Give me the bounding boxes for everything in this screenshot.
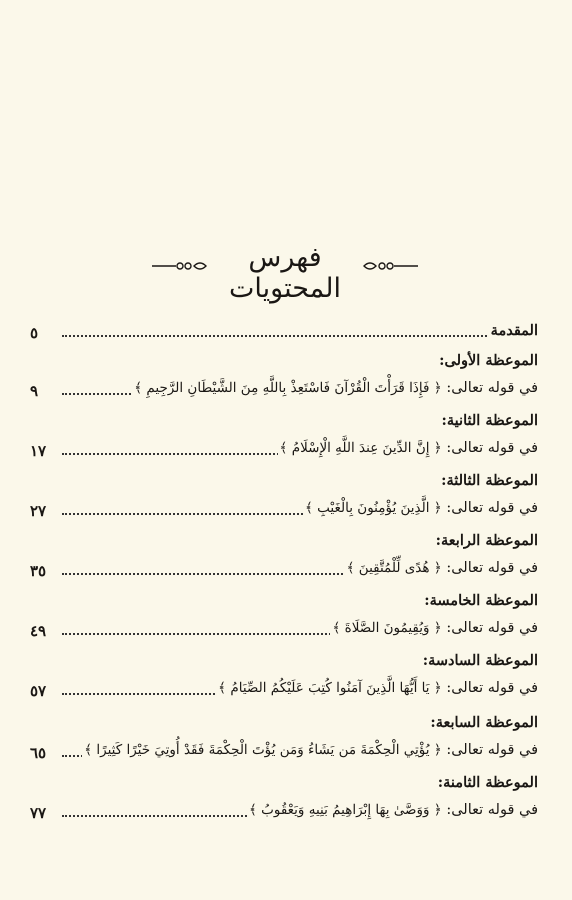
quote-prefix: في قوله تعالى: bbox=[446, 802, 538, 818]
quote-prefix: في قوله تعالى: bbox=[446, 620, 538, 636]
page-number: ٦٥ bbox=[30, 744, 47, 762]
toc-entry[interactable] bbox=[30, 376, 540, 404]
entry-quote bbox=[247, 802, 538, 818]
page-number: ٣٥ bbox=[30, 562, 47, 580]
page-number: ٥٧ bbox=[30, 682, 47, 700]
verse-text: ﴿ وَيُقِيمُونَ الصَّلَاةَ ﴾ bbox=[332, 620, 442, 636]
verse-text: ﴿ الَّذِينَ يُؤْمِنُونَ بِالْغَيْبِ ﴾ bbox=[304, 500, 442, 516]
entry-quote bbox=[303, 500, 538, 516]
entry-label: الموعظة الثالثة: bbox=[441, 472, 538, 489]
sermon-heading bbox=[30, 528, 540, 556]
verse-text: ﴿ إِنَّ الدِّينَ عِندَ اللَّهِ الْإِسْلَامُ ﴾ bbox=[279, 440, 442, 456]
sermon-heading bbox=[30, 770, 540, 798]
sermon-heading bbox=[30, 588, 540, 616]
quote-prefix: في قوله تعالى: bbox=[446, 680, 538, 696]
toc-entry[interactable] bbox=[30, 496, 540, 524]
sermon-heading bbox=[30, 468, 540, 496]
leader-dots bbox=[62, 335, 538, 337]
entry-quote bbox=[82, 742, 538, 758]
toc-entry[interactable] bbox=[30, 798, 540, 826]
entry-label: الموعظة الرابعة: bbox=[435, 532, 538, 549]
page-number: ٤٩ bbox=[30, 622, 47, 640]
entry-label: الموعظة الثامنة: bbox=[437, 774, 538, 791]
entry-label: الموعظة السابعة: bbox=[430, 714, 538, 731]
entry-quote bbox=[278, 440, 538, 456]
toc-entry-intro[interactable] bbox=[30, 318, 540, 346]
entry-label: الموعظة الأولى: bbox=[439, 352, 538, 369]
quote-prefix: في قوله تعالى: bbox=[446, 560, 538, 576]
page-number: ٩ bbox=[30, 382, 39, 400]
sermon-heading bbox=[30, 408, 540, 436]
page-number: ٧٧ bbox=[30, 804, 47, 822]
toc-entry[interactable] bbox=[30, 436, 540, 464]
entry-quote bbox=[330, 620, 538, 636]
verse-text: ﴿ يُؤْتِي الْحِكْمَةَ مَن يَشَاءُ وَمَن يُؤْتَ الْحِكْمَةَ فَقَدْ أُوتِيَ خَيْرًا كَثِيرًا ﴾ bbox=[84, 742, 442, 758]
entry-label: الموعظة السادسة: bbox=[422, 652, 538, 669]
verse-text: ﴿ يَا أَيُّهَا الَّذِينَ آمَنُوا كُتِبَ عَلَيْكُمُ الصِّيَامُ ﴾ bbox=[218, 680, 442, 696]
title-block bbox=[150, 238, 420, 304]
quote-prefix: في قوله تعالى: bbox=[446, 440, 538, 456]
entry-quote bbox=[132, 380, 538, 396]
ornament-right-icon bbox=[362, 258, 420, 274]
quote-prefix: في قوله تعالى: bbox=[446, 742, 538, 758]
toc-entry[interactable] bbox=[30, 738, 540, 766]
page-number: ١٧ bbox=[30, 442, 47, 460]
quote-prefix: في قوله تعالى: bbox=[446, 380, 538, 396]
entry-quote bbox=[216, 680, 538, 696]
verse-text: ﴿ هُدًى لِّلْمُتَّقِينَ ﴾ bbox=[346, 560, 442, 576]
toc-entry[interactable] bbox=[30, 556, 540, 584]
entry-quote bbox=[345, 560, 538, 576]
entry-label: الموعظة الخامسة: bbox=[424, 592, 538, 609]
quote-prefix: في قوله تعالى: bbox=[446, 500, 538, 516]
page-number: ٢٧ bbox=[30, 502, 47, 520]
ornament-left-icon bbox=[150, 258, 208, 274]
sermon-heading bbox=[30, 710, 540, 738]
toc-entry[interactable] bbox=[30, 676, 540, 704]
verse-text: ﴿ فَإِذَا قَرَأْتَ الْقُرْآنَ فَاسْتَعِذْ بِاللَّهِ مِنَ الشَّيْطَانِ الرَّجِيمِ ﴾ bbox=[134, 380, 442, 396]
sermon-heading bbox=[30, 348, 540, 376]
toc-entry[interactable] bbox=[30, 616, 540, 644]
page-title: فهرس المحتويات bbox=[228, 242, 342, 304]
verse-text: ﴿ وَوَصَّىٰ بِهَا إِبْرَاهِيمُ بَنِيهِ وَيَعْقُوبُ ﴾ bbox=[248, 802, 442, 818]
page-number: ٥ bbox=[30, 324, 39, 342]
entry-label: الموعظة الثانية: bbox=[441, 412, 538, 429]
entry-label: المقدمة bbox=[490, 322, 538, 339]
sermon-heading bbox=[30, 648, 540, 676]
